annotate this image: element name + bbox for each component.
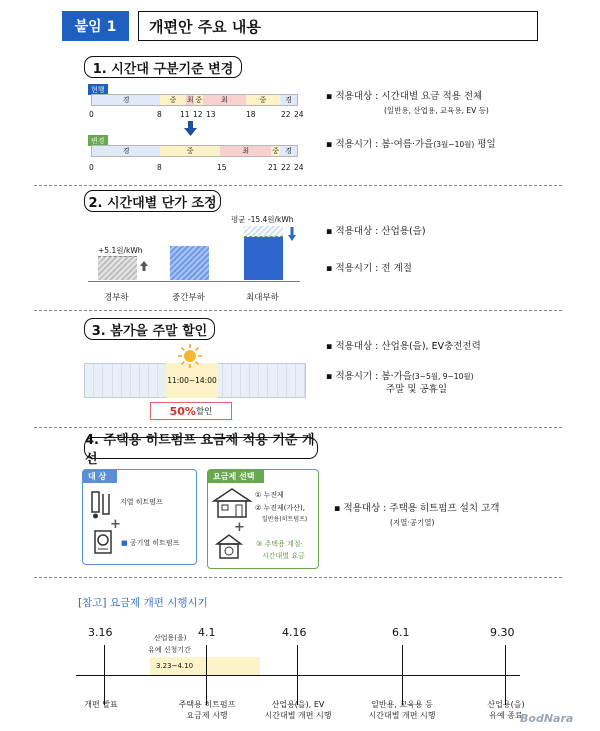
divider [34,577,562,578]
section1-title: 1. 시간대 구분기준 변경 [84,56,242,78]
timeline-before [91,94,298,106]
bar-label: 최대부하 [246,293,279,303]
plan-option-3: ③ 주택용 계절· [256,540,303,548]
seg-off-peak: 경 [92,95,160,105]
sec1-target-sub: (일반용, 산업용, 교육용, EV 등) [384,106,489,115]
date-label: 9.30 [490,626,515,639]
arrow-up-icon [140,256,148,266]
bar-label: 경부하 [104,293,129,303]
seg-mid: 중 [160,146,220,156]
timeline-tick [402,645,403,705]
before-tag: 현행 [88,84,108,95]
timeline-axis [76,675,520,676]
bar-peak [244,226,283,280]
plus-icon: + [234,520,245,535]
page-title: 개편안 주요 내용 [138,11,538,41]
sun-icon [178,344,202,368]
event-label: 산업용(을) 유예 종료 [487,700,525,720]
sec3-target: ▪ 적용대상 : 산업용(을), EV충전전력 [326,341,481,352]
date-label: 3.16 [88,626,113,639]
panel1-item1: 지열 히트펌프 [120,498,163,506]
event-label: 일반용, 교육용 등 시간대별 개편 시행 [368,700,436,720]
plan-option-2b: 일반용(히트펌프) [262,516,308,523]
sec4-target-sub: (지열·공기열) [390,518,435,527]
section4-title: 4. 주택용 히트펌프 요금제 적용 기준 개선 [84,437,318,459]
bar-offpeak [98,256,137,280]
tick: 13 [206,110,216,119]
tick: 22 [281,110,291,119]
bar-label: 중간부하 [172,293,205,303]
seg-peak: 최 [186,96,194,104]
sec2-period: ▪ 적용시기 : 전 계절 [326,263,412,274]
tick: 0 [89,163,94,172]
arrow-down-icon [288,226,296,240]
plus-label: +5.1원/kWh [98,246,143,255]
plan-option-1: ① 누진제 [255,491,284,499]
sec3-period: ▪ 적용시기 : 봄·가을(3~5월, 9~10월) [326,371,474,382]
tick: 18 [246,110,256,119]
avg-label: 평균 -15.4원/kWh [231,215,294,224]
seg-off-peak: 경 [280,146,297,156]
grace-period-bar: 3.23~4.10 [150,657,260,675]
section3-title: 3. 봄가을 주말 할인 [84,318,215,340]
tick: 11 [180,110,190,119]
baseline [88,281,300,282]
tick: 24 [294,163,304,172]
appendix-tag: 붙임 1 [62,11,129,41]
seg-off-peak: 경 [280,95,297,105]
reference-title: [참고] 요금제 개편 시행시기 [78,597,208,609]
seg-mid: 중 [272,147,280,155]
date-label: 6.1 [392,626,410,639]
sec2-target: ▪ 적용대상 : 산업용(을) [326,226,426,237]
plan-option-3b: 시간대별 요금 [262,552,305,560]
seg-peak: 최 [203,95,246,105]
tick: 12 [193,110,203,119]
air-source-icon [92,530,114,554]
divider [34,185,562,186]
section2-title: 2. 시간대별 단가 조정 [84,190,221,212]
plus-icon: + [110,517,121,532]
seg-off-peak: 경 [92,146,160,156]
watermark: BodNara [520,712,574,725]
house-heatpump-icon [215,532,243,560]
seg-mid: 중 [246,95,280,105]
timeline-after [91,145,298,157]
period-title-2: 유예 신청기간 [148,646,191,654]
geothermal-icon [90,490,112,520]
sec4-target: ▪ 적용대상 : 주택용 히트펌프 설치 고객 [334,503,500,514]
tick: 24 [294,110,304,119]
event-label: 산업용(을), EV 시간대별 개편 시행 [264,700,332,720]
timeline-tick [297,645,298,705]
bar-mid [170,246,209,280]
timeline-tick [206,645,207,705]
divider [34,427,562,428]
event-label: 개편 발표 [84,700,118,709]
period-title-1: 산업용(을) [154,634,187,642]
event-label: 주택용 히트펌프 요금제 시행 [178,700,236,720]
seg-mid: 중 [160,95,186,105]
plan-option-2: ② 누진제(가산), [255,504,305,512]
date-label: 4.1 [198,626,216,639]
tick: 0 [89,110,94,119]
seg-mid: 중 [195,96,203,104]
tick: 21 [268,163,278,172]
seg-peak: 최 [220,146,271,156]
discount-window: 11:00~14:00 [166,363,218,398]
tick: 8 [157,110,162,119]
panel-head: 대 상 [83,470,117,483]
discount-badge: 50% 할인 [150,402,232,420]
after-tag: 변경 [88,135,108,146]
tick: 15 [217,163,227,172]
arrow-down-icon [184,121,197,137]
divider [34,310,562,311]
sec1-target: ▪ 적용대상 : 시간대별 요금 적용 전체 [326,91,483,102]
sec3-period-2: 주말 및 공휴일 [386,384,448,395]
timeline-tick [505,645,506,705]
tick: 8 [157,163,162,172]
house-icon [212,487,252,519]
timeline-tick [104,645,105,705]
date-label: 4.16 [282,626,307,639]
panel1-item2: ■ 공기열 히트펌프 [121,539,180,547]
tick: 22 [281,163,291,172]
panel-head: 요금제 선택 [208,470,264,483]
sec1-period: ▪ 적용시기 : 봄·여름·가을(3월~10월) 평일 [326,139,496,150]
